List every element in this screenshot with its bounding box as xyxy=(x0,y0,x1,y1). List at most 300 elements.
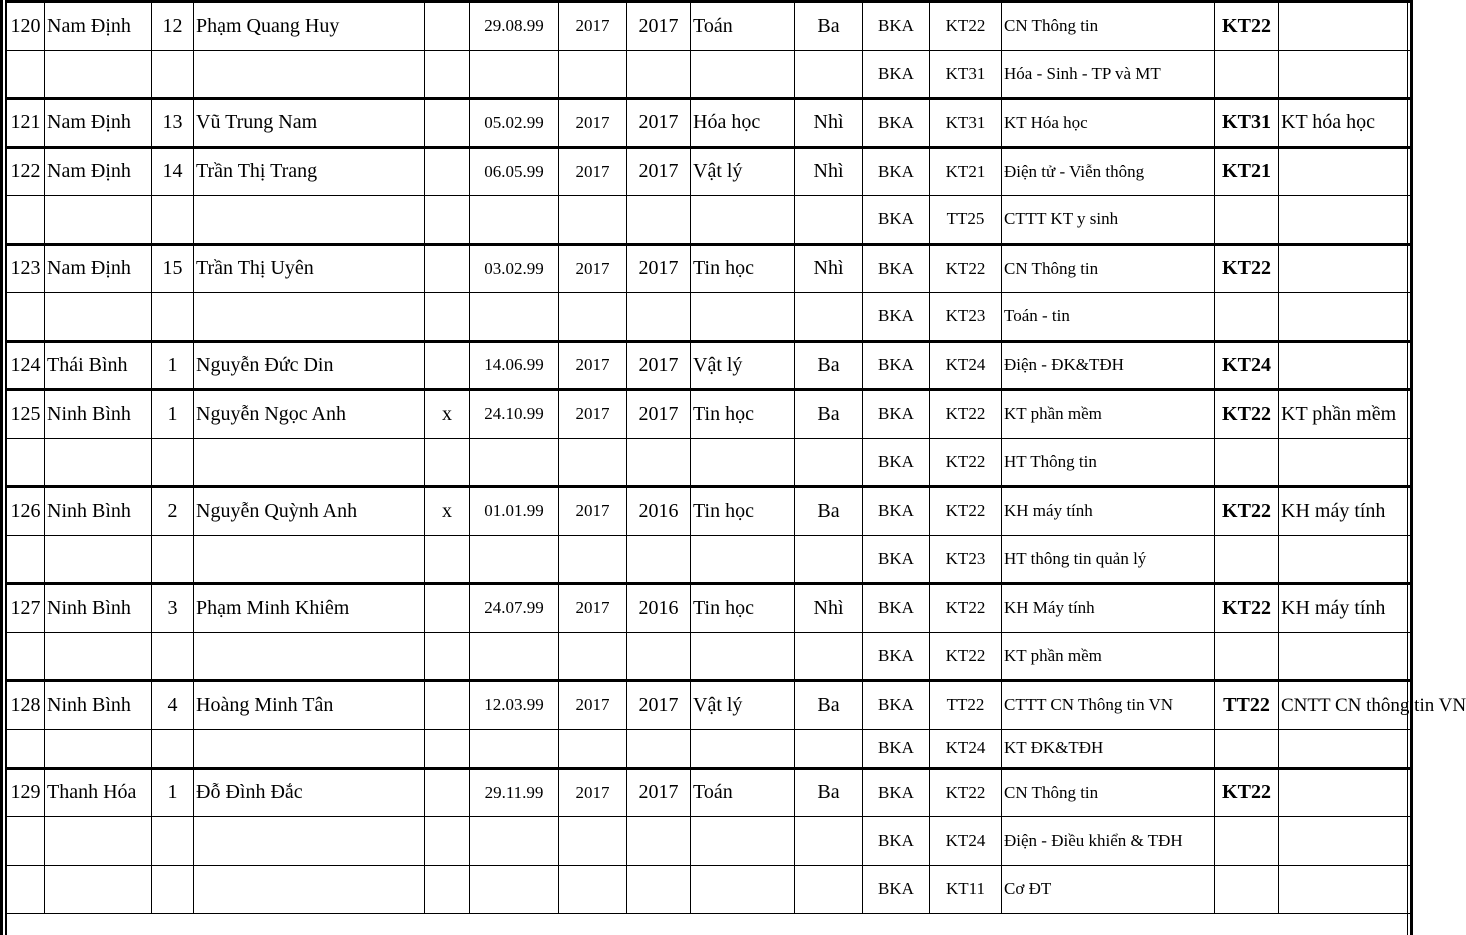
school-cell: BKA xyxy=(863,632,930,681)
result-major-cell xyxy=(1279,196,1413,245)
province-cell xyxy=(45,535,152,584)
result-major-cell: KT phần mềm xyxy=(1279,390,1413,439)
subject-cell xyxy=(691,865,795,914)
major-cell: CN Thông tin xyxy=(1002,768,1215,817)
prize-cell: Ba xyxy=(795,487,863,536)
index-cell xyxy=(152,438,194,487)
prize-cell: Ba xyxy=(795,2,863,51)
result-cell: KT22 xyxy=(1215,2,1279,51)
name-cell xyxy=(194,293,425,342)
major-cell: HT thông tin quản lý xyxy=(1002,535,1215,584)
dob-cell xyxy=(470,196,559,245)
name-cell: Hoàng Minh Tân xyxy=(194,681,425,730)
result-major-cell xyxy=(1279,244,1413,293)
mark-cell xyxy=(425,584,470,633)
major-cell: CN Thông tin xyxy=(1002,2,1215,51)
name-cell: Đỗ Đình Đắc xyxy=(194,768,425,817)
year2-cell xyxy=(627,817,691,866)
mark-cell xyxy=(425,293,470,342)
stt-cell xyxy=(7,535,45,584)
year1-cell xyxy=(559,535,627,584)
school-cell: BKA xyxy=(863,681,930,730)
table-row xyxy=(7,535,1413,584)
result-major-cell: KT hóa học xyxy=(1279,99,1413,148)
code-cell: KT24 xyxy=(930,729,1002,768)
year2-cell xyxy=(627,438,691,487)
major-cell: KT ĐK&TĐH xyxy=(1002,729,1215,768)
code-cell: TT25 xyxy=(930,196,1002,245)
mark-cell xyxy=(425,147,470,196)
dob-cell: 29.11.99 xyxy=(470,768,559,817)
result-cell: KT22 xyxy=(1215,768,1279,817)
year2-cell: 2017 xyxy=(627,2,691,51)
prize-cell xyxy=(795,729,863,768)
index-cell xyxy=(152,196,194,245)
prize-cell: Ba xyxy=(795,341,863,390)
mark-cell xyxy=(425,817,470,866)
year1-cell: 2017 xyxy=(559,487,627,536)
prize-cell xyxy=(795,817,863,866)
index-cell xyxy=(152,865,194,914)
result-major-cell xyxy=(1279,768,1413,817)
province-cell xyxy=(45,632,152,681)
index-cell xyxy=(152,817,194,866)
result-major-cell: KH máy tính xyxy=(1279,584,1413,633)
mark-cell: x xyxy=(425,390,470,439)
result-cell xyxy=(1215,293,1279,342)
code-cell: KT24 xyxy=(930,817,1002,866)
year1-cell: 2017 xyxy=(559,584,627,633)
prize-cell: Nhì xyxy=(795,244,863,293)
subject-cell: Vật lý xyxy=(691,147,795,196)
result-cell xyxy=(1215,865,1279,914)
year2-cell: 2016 xyxy=(627,584,691,633)
result-major-cell xyxy=(1279,293,1413,342)
code-cell: KT23 xyxy=(930,535,1002,584)
code-cell: KT31 xyxy=(930,50,1002,99)
major-cell: Cơ ĐT xyxy=(1002,865,1215,914)
stt-cell xyxy=(7,196,45,245)
index-cell xyxy=(152,535,194,584)
index-cell: 13 xyxy=(152,99,194,148)
subject-cell xyxy=(691,196,795,245)
subject-cell: Vật lý xyxy=(691,681,795,730)
year1-cell: 2017 xyxy=(559,147,627,196)
major-cell: KH máy tính xyxy=(1002,487,1215,536)
name-cell: Nguyễn Đức Din xyxy=(194,341,425,390)
code-cell: KT22 xyxy=(930,632,1002,681)
name-cell xyxy=(194,729,425,768)
province-cell: Ninh Bình xyxy=(45,584,152,633)
school-cell: BKA xyxy=(863,390,930,439)
prize-cell: Nhì xyxy=(795,147,863,196)
result-cell xyxy=(1215,535,1279,584)
major-cell: Điện - ĐK&TĐH xyxy=(1002,341,1215,390)
table-row xyxy=(7,487,1413,536)
table-row xyxy=(7,2,1413,51)
result-cell xyxy=(1215,817,1279,866)
province-cell: Nam Định xyxy=(45,2,152,51)
year2-cell xyxy=(627,535,691,584)
subject-cell xyxy=(691,729,795,768)
year2-cell: 2017 xyxy=(627,244,691,293)
mark-cell xyxy=(425,768,470,817)
stt-cell xyxy=(7,865,45,914)
stt-cell: 128 xyxy=(7,681,45,730)
subject-cell xyxy=(691,438,795,487)
subject-cell: Tin học xyxy=(691,584,795,633)
stt-cell: 122 xyxy=(7,147,45,196)
stt-cell: 129 xyxy=(7,768,45,817)
prize-cell: Ba xyxy=(795,768,863,817)
province-cell: Ninh Bình xyxy=(45,487,152,536)
name-cell xyxy=(194,865,425,914)
table-row xyxy=(7,681,1413,730)
major-cell: CN Thông tin xyxy=(1002,244,1215,293)
stt-cell: 120 xyxy=(7,2,45,51)
dob-cell xyxy=(470,535,559,584)
major-cell: Điện tử - Viễn thông xyxy=(1002,147,1215,196)
dob-cell xyxy=(470,293,559,342)
school-cell: BKA xyxy=(863,196,930,245)
school-cell: BKA xyxy=(863,244,930,293)
mark-cell xyxy=(425,50,470,99)
index-cell: 1 xyxy=(152,390,194,439)
code-cell: KT21 xyxy=(930,147,1002,196)
major-cell: CTTT CN Thông tin VN xyxy=(1002,681,1215,730)
prize-cell: Ba xyxy=(795,681,863,730)
year2-cell: 2017 xyxy=(627,99,691,148)
result-cell xyxy=(1215,632,1279,681)
mark-cell xyxy=(425,535,470,584)
subject-cell: Hóa học xyxy=(691,99,795,148)
result-major-cell xyxy=(1279,438,1413,487)
name-cell: Nguyễn Ngọc Anh xyxy=(194,390,425,439)
year1-cell xyxy=(559,438,627,487)
prize-cell: Ba xyxy=(795,390,863,439)
year1-cell xyxy=(559,865,627,914)
index-cell: 12 xyxy=(152,2,194,51)
student-table xyxy=(6,0,1466,914)
stt-cell xyxy=(7,729,45,768)
mark-cell xyxy=(425,632,470,681)
dob-cell xyxy=(470,729,559,768)
major-cell: Toán - tin xyxy=(1002,293,1215,342)
table-row xyxy=(7,147,1413,196)
table-row xyxy=(7,632,1413,681)
year1-cell xyxy=(559,50,627,99)
mark-cell xyxy=(425,2,470,51)
dob-cell: 06.05.99 xyxy=(470,147,559,196)
code-cell: TT22 xyxy=(930,681,1002,730)
stt-cell: 123 xyxy=(7,244,45,293)
prize-cell xyxy=(795,196,863,245)
table-row xyxy=(7,293,1413,342)
code-cell: KT22 xyxy=(930,487,1002,536)
stt-cell xyxy=(7,817,45,866)
prize-cell: Nhì xyxy=(795,99,863,148)
year1-cell: 2017 xyxy=(559,390,627,439)
name-cell: Trần Thị Uyên xyxy=(194,244,425,293)
dob-cell xyxy=(470,865,559,914)
subject-cell: Toán xyxy=(691,2,795,51)
major-cell: Hóa - Sinh - TP và MT xyxy=(1002,50,1215,99)
code-cell: KT22 xyxy=(930,2,1002,51)
result-major-cell xyxy=(1279,341,1413,390)
province-cell xyxy=(45,729,152,768)
school-cell: BKA xyxy=(863,584,930,633)
school-cell: BKA xyxy=(863,99,930,148)
school-cell: BKA xyxy=(863,487,930,536)
table-row xyxy=(7,817,1413,866)
name-cell xyxy=(194,196,425,245)
table-row xyxy=(7,50,1413,99)
code-cell: KT23 xyxy=(930,293,1002,342)
code-cell: KT22 xyxy=(930,768,1002,817)
subject-cell: Vật lý xyxy=(691,341,795,390)
table-row xyxy=(7,768,1413,817)
result-major-cell: CNTT CN thông tin VN xyxy=(1279,681,1413,730)
result-major-cell xyxy=(1279,729,1413,768)
name-cell: Phạm Quang Huy xyxy=(194,2,425,51)
name-cell xyxy=(194,438,425,487)
dob-cell xyxy=(470,438,559,487)
result-cell: KT22 xyxy=(1215,244,1279,293)
subject-cell xyxy=(691,817,795,866)
result-cell: KT21 xyxy=(1215,147,1279,196)
name-cell xyxy=(194,50,425,99)
prize-cell xyxy=(795,293,863,342)
school-cell: BKA xyxy=(863,535,930,584)
code-cell: KT22 xyxy=(930,584,1002,633)
result-cell: KT22 xyxy=(1215,487,1279,536)
mark-cell xyxy=(425,99,470,148)
subject-cell xyxy=(691,50,795,99)
index-cell: 1 xyxy=(152,341,194,390)
subject-cell: Tin học xyxy=(691,390,795,439)
dob-cell xyxy=(470,632,559,681)
subject-cell xyxy=(691,293,795,342)
year2-cell xyxy=(627,196,691,245)
stt-cell: 125 xyxy=(7,390,45,439)
prize-cell xyxy=(795,438,863,487)
year2-cell xyxy=(627,729,691,768)
subject-cell xyxy=(691,632,795,681)
year2-cell: 2017 xyxy=(627,390,691,439)
code-cell: KT11 xyxy=(930,865,1002,914)
province-cell xyxy=(45,50,152,99)
result-cell: KT31 xyxy=(1215,99,1279,148)
table-row xyxy=(7,390,1413,439)
index-cell xyxy=(152,632,194,681)
year1-cell xyxy=(559,196,627,245)
stt-cell: 124 xyxy=(7,341,45,390)
year2-cell: 2017 xyxy=(627,341,691,390)
table-row xyxy=(7,438,1413,487)
table-row xyxy=(7,865,1413,914)
province-cell: Thanh Hóa xyxy=(45,768,152,817)
year2-cell: 2017 xyxy=(627,681,691,730)
dob-cell: 14.06.99 xyxy=(470,341,559,390)
major-cell: CTTT KT y sinh xyxy=(1002,196,1215,245)
mark-cell xyxy=(425,196,470,245)
subject-cell: Tin học xyxy=(691,244,795,293)
result-major-cell xyxy=(1279,632,1413,681)
school-cell: BKA xyxy=(863,147,930,196)
result-cell xyxy=(1215,196,1279,245)
stt-cell xyxy=(7,632,45,681)
dob-cell: 29.08.99 xyxy=(470,2,559,51)
index-cell: 15 xyxy=(152,244,194,293)
index-cell: 3 xyxy=(152,584,194,633)
name-cell: Nguyễn Quỳnh Anh xyxy=(194,487,425,536)
year2-cell xyxy=(627,865,691,914)
result-cell: KT22 xyxy=(1215,584,1279,633)
school-cell: BKA xyxy=(863,817,930,866)
province-cell xyxy=(45,196,152,245)
province-cell: Thái Bình xyxy=(45,341,152,390)
school-cell: BKA xyxy=(863,293,930,342)
code-cell: KT24 xyxy=(930,341,1002,390)
major-cell: KT Hóa học xyxy=(1002,99,1215,148)
year1-cell: 2017 xyxy=(559,99,627,148)
table-row xyxy=(7,244,1413,293)
mark-cell xyxy=(425,681,470,730)
index-cell xyxy=(152,729,194,768)
major-cell: KT phần mềm xyxy=(1002,390,1215,439)
table-body xyxy=(7,2,1466,914)
result-cell: KT24 xyxy=(1215,341,1279,390)
result-major-cell xyxy=(1279,535,1413,584)
province-cell xyxy=(45,817,152,866)
year1-cell: 2017 xyxy=(559,768,627,817)
dob-cell xyxy=(470,817,559,866)
result-major-cell xyxy=(1279,2,1413,51)
school-cell: BKA xyxy=(863,768,930,817)
prize-cell xyxy=(795,632,863,681)
major-cell: HT Thông tin xyxy=(1002,438,1215,487)
name-cell xyxy=(194,535,425,584)
stt-cell xyxy=(7,293,45,342)
province-cell: Nam Định xyxy=(45,244,152,293)
dob-cell: 03.02.99 xyxy=(470,244,559,293)
mark-cell xyxy=(425,438,470,487)
subject-cell: Toán xyxy=(691,768,795,817)
code-cell: KT22 xyxy=(930,390,1002,439)
school-cell: BKA xyxy=(863,729,930,768)
name-cell: Trần Thị Trang xyxy=(194,147,425,196)
mark-cell xyxy=(425,244,470,293)
result-cell xyxy=(1215,729,1279,768)
year1-cell xyxy=(559,817,627,866)
year1-cell xyxy=(559,729,627,768)
year2-cell: 2017 xyxy=(627,768,691,817)
stt-cell: 127 xyxy=(7,584,45,633)
year2-cell xyxy=(627,632,691,681)
subject-cell: Tin học xyxy=(691,487,795,536)
year2-cell xyxy=(627,293,691,342)
result-major-cell xyxy=(1279,865,1413,914)
index-cell xyxy=(152,50,194,99)
mark-cell: x xyxy=(425,487,470,536)
dob-cell: 01.01.99 xyxy=(470,487,559,536)
name-cell: Phạm Minh Khiêm xyxy=(194,584,425,633)
code-cell: KT22 xyxy=(930,244,1002,293)
dob-cell xyxy=(470,50,559,99)
year1-cell: 2017 xyxy=(559,244,627,293)
school-cell: BKA xyxy=(863,341,930,390)
subject-cell xyxy=(691,535,795,584)
province-cell: Ninh Bình xyxy=(45,390,152,439)
mark-cell xyxy=(425,865,470,914)
year2-cell: 2016 xyxy=(627,487,691,536)
index-cell: 14 xyxy=(152,147,194,196)
stt-cell: 126 xyxy=(7,487,45,536)
mark-cell xyxy=(425,729,470,768)
dob-cell: 24.07.99 xyxy=(470,584,559,633)
prize-cell xyxy=(795,865,863,914)
index-cell: 4 xyxy=(152,681,194,730)
dob-cell: 24.10.99 xyxy=(470,390,559,439)
year1-cell: 2017 xyxy=(559,681,627,730)
table-row xyxy=(7,99,1413,148)
major-cell: Điện - Điều khiển & TĐH xyxy=(1002,817,1215,866)
school-cell: BKA xyxy=(863,50,930,99)
province-cell: Nam Định xyxy=(45,99,152,148)
province-cell xyxy=(45,438,152,487)
major-cell: KT phần mềm xyxy=(1002,632,1215,681)
result-major-cell xyxy=(1279,817,1413,866)
major-cell: KH Máy tính xyxy=(1002,584,1215,633)
index-cell: 2 xyxy=(152,487,194,536)
prize-cell: Nhì xyxy=(795,584,863,633)
result-cell: KT22 xyxy=(1215,390,1279,439)
result-major-cell: KH máy tính xyxy=(1279,487,1413,536)
dob-cell: 12.03.99 xyxy=(470,681,559,730)
year2-cell xyxy=(627,50,691,99)
result-major-cell xyxy=(1279,147,1413,196)
name-cell xyxy=(194,632,425,681)
school-cell: BKA xyxy=(863,438,930,487)
result-major-cell xyxy=(1279,50,1413,99)
code-cell: KT22 xyxy=(930,438,1002,487)
result-cell xyxy=(1215,438,1279,487)
prize-cell xyxy=(795,535,863,584)
province-cell: Nam Định xyxy=(45,147,152,196)
province-cell xyxy=(45,293,152,342)
dob-cell: 05.02.99 xyxy=(470,99,559,148)
province-cell xyxy=(45,865,152,914)
stt-cell xyxy=(7,50,45,99)
name-cell xyxy=(194,817,425,866)
table-row xyxy=(7,729,1413,768)
table-row xyxy=(7,584,1413,633)
code-cell: KT31 xyxy=(930,99,1002,148)
year1-cell xyxy=(559,293,627,342)
school-cell: BKA xyxy=(863,2,930,51)
table-row xyxy=(7,196,1413,245)
result-cell xyxy=(1215,50,1279,99)
year1-cell: 2017 xyxy=(559,341,627,390)
index-cell xyxy=(152,293,194,342)
stt-cell xyxy=(7,438,45,487)
province-cell: Ninh Bình xyxy=(45,681,152,730)
school-cell: BKA xyxy=(863,865,930,914)
name-cell: Vũ Trung Nam xyxy=(194,99,425,148)
year1-cell: 2017 xyxy=(559,2,627,51)
year1-cell xyxy=(559,632,627,681)
mark-cell xyxy=(425,341,470,390)
